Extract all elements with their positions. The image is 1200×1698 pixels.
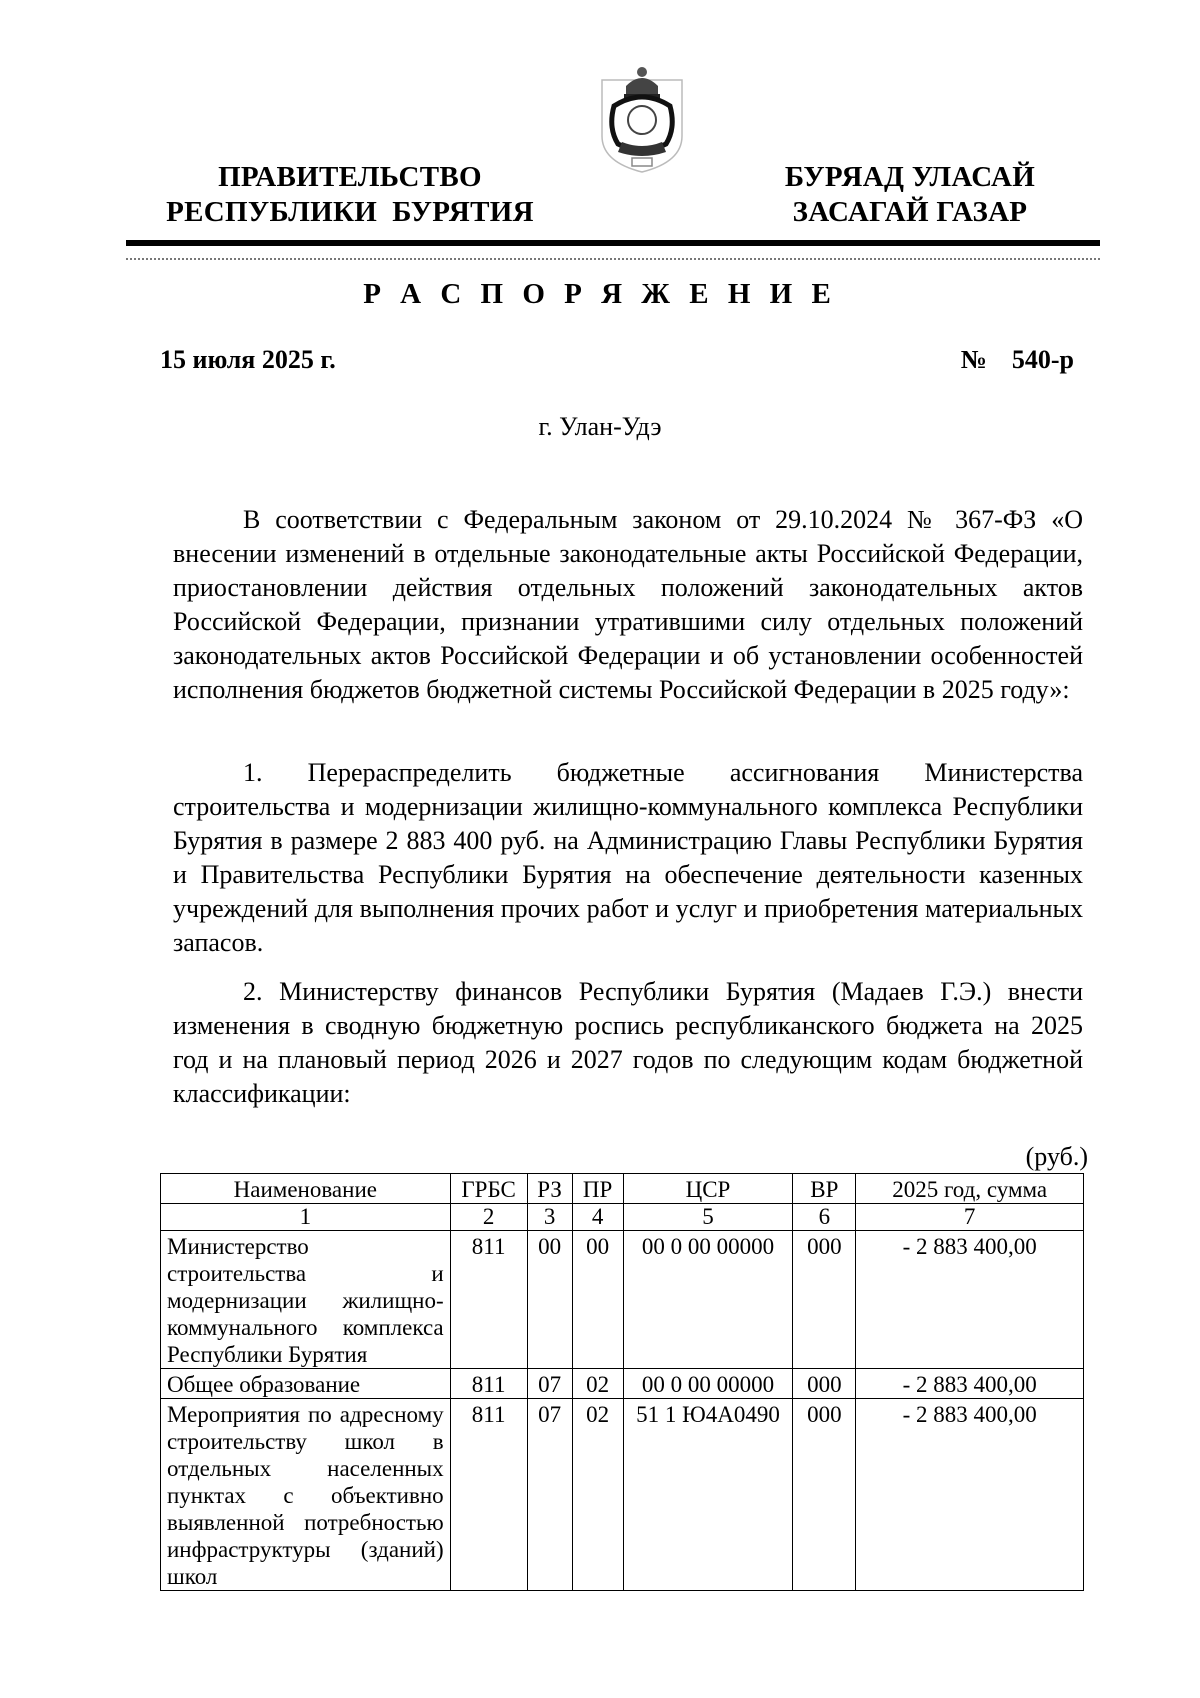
column-number: 7 bbox=[856, 1204, 1084, 1231]
column-number: 2 bbox=[450, 1204, 527, 1231]
row-pr: 02 bbox=[572, 1369, 623, 1399]
header-csr: ЦСР bbox=[623, 1174, 793, 1204]
table-column-numbers-row bbox=[161, 1204, 1084, 1231]
row-sum: - 2 883 400,00 bbox=[856, 1399, 1084, 1591]
row-pr: 00 bbox=[572, 1231, 623, 1369]
document-title: Р А С П О Р Я Ж Е Н И Е bbox=[363, 278, 837, 310]
header-right-line2: ЗАСАГАЙ ГАЗАР bbox=[792, 196, 1028, 228]
header-pr: ПР bbox=[572, 1174, 623, 1204]
column-number: 3 bbox=[527, 1204, 572, 1231]
document-date: 15 июля 2025 г. bbox=[160, 345, 336, 374]
row-vr: 000 bbox=[793, 1399, 856, 1591]
budget-table bbox=[160, 1173, 1084, 1591]
row-pr: 02 bbox=[572, 1399, 623, 1591]
row-rz: 07 bbox=[527, 1369, 572, 1399]
row-csr: 00 0 00 00000 bbox=[623, 1231, 793, 1369]
row-vr: 000 bbox=[793, 1369, 856, 1399]
coat-of-arms-icon bbox=[596, 58, 688, 174]
header-grbs: ГРБС bbox=[450, 1174, 527, 1204]
row-name: Министерство строительства и модернизации жилищно-коммунального комплекса Республики Бурятия bbox=[161, 1231, 451, 1369]
header-vr: ВР bbox=[793, 1174, 856, 1204]
column-number: 4 bbox=[572, 1204, 623, 1231]
row-name: Общее образование bbox=[161, 1369, 451, 1399]
row-grbs: 811 bbox=[450, 1369, 527, 1399]
document-number: № 540-р bbox=[960, 345, 1074, 374]
column-number: 6 bbox=[793, 1204, 856, 1231]
table-row bbox=[161, 1369, 1084, 1399]
header-left-line2: РЕСПУБЛИКИ БУРЯТИЯ bbox=[166, 196, 534, 228]
table-header-row bbox=[161, 1174, 1084, 1204]
paragraph-1: 1. Перераспределить бюджетные ассигнования Министерства строительства и модернизации жилищно-коммунального комплекса Республики Бурятия в размере 2 883 400 руб. на Администрацию Главы Республики Бурятия и Правительства Республики Бурятия на обеспечение деятельности казенных учреждений для выполнения прочих работ и услуг и приобретения материальных запасов. bbox=[173, 758, 1083, 957]
table-row bbox=[161, 1399, 1084, 1591]
row-csr: 00 0 00 00000 bbox=[623, 1369, 793, 1399]
row-rz: 07 bbox=[527, 1399, 572, 1591]
table-unit: (руб.) bbox=[1025, 1142, 1088, 1171]
header-left bbox=[160, 160, 540, 230]
header-divider-thick bbox=[126, 240, 1100, 246]
header-rz: РЗ bbox=[527, 1174, 572, 1204]
row-name: Мероприятия по адресному строительству школ в отдельных населенных пунктах с объективно выявленной потребностью инфраструктуры (зданий) школ bbox=[161, 1399, 451, 1591]
paragraph-2: 2. Министерству финансов Республики Бурятия (Мадаев Г.Э.) внести изменения в сводную бюджетную роспись республиканского бюджета на 2025 год и на плановый период 2026 и 2027 годов по следующим кодам бюджетной классификации: bbox=[173, 977, 1083, 1108]
row-sum: - 2 883 400,00 bbox=[856, 1231, 1084, 1369]
row-sum: - 2 883 400,00 bbox=[856, 1369, 1084, 1399]
row-vr: 000 bbox=[793, 1231, 856, 1369]
row-csr: 51 1 Ю4А0490 bbox=[623, 1399, 793, 1591]
row-grbs: 811 bbox=[450, 1231, 527, 1369]
row-rz: 00 bbox=[527, 1231, 572, 1369]
header-name: Наименование bbox=[161, 1174, 451, 1204]
column-number: 5 bbox=[623, 1204, 793, 1231]
paragraph-intro: В соответствии с Федеральным законом от 29.10.2024 № 367-ФЗ «О внесении изменений в отдельные законодательные акты Российской Федерации, приостановлении действия отдельных положений законодательных актов Российской Федерации, признании утратившими силу отдельных положений законодательных актов Российской Федерации и об установлении особенностей исполнения бюджетов бюджетной системы Российской Федерации в 2025 году»: bbox=[173, 505, 1083, 704]
row-grbs: 811 bbox=[450, 1399, 527, 1591]
header-divider-thin bbox=[126, 258, 1100, 260]
column-number: 1 bbox=[161, 1204, 451, 1231]
header-right bbox=[760, 160, 1060, 230]
document-city: г. Улан-Удэ bbox=[538, 412, 662, 441]
header-left-line1: ПРАВИТЕЛЬСТВО bbox=[218, 161, 482, 193]
header-sum: 2025 год, сумма bbox=[856, 1174, 1084, 1204]
table-row bbox=[161, 1231, 1084, 1369]
header-right-line1: БУРЯАД УЛАСАЙ bbox=[784, 161, 1036, 193]
